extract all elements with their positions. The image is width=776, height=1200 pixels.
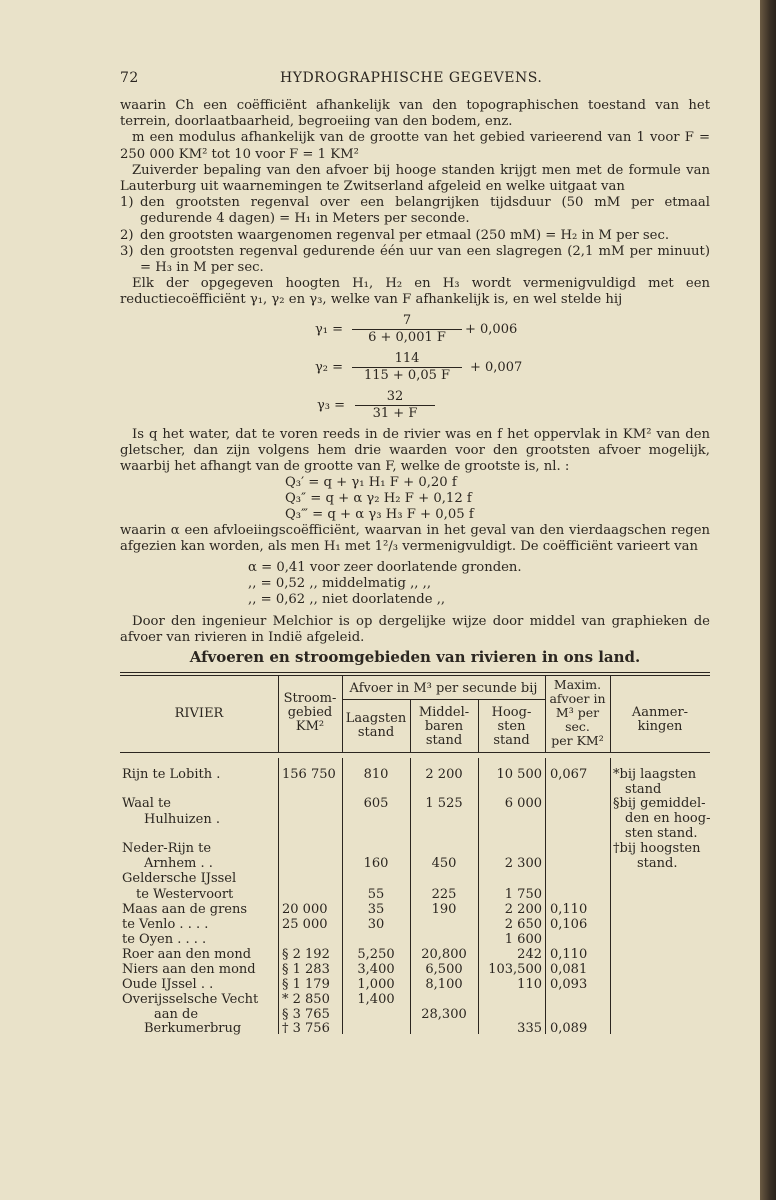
formula-gamma2: γ₂ = $\frac{114}{115 + 0,05 F}$ + 0,007 bbox=[315, 350, 523, 383]
table-cell: 225 bbox=[431, 887, 457, 902]
table-cell: § 1 179 bbox=[282, 977, 330, 992]
table-cell: 20 000 bbox=[282, 902, 328, 917]
table-cell: Niers aan den mond bbox=[122, 962, 256, 977]
table-note: stand bbox=[625, 782, 662, 797]
list-item: 3) den grootsten regenval gedurende één uur van een slagregen (2,1 mM per minuut) = H₃ in M per sec. bbox=[120, 243, 710, 276]
paragraph: Elk der opgegeven hoogten H₁, H₂ en H₃ wordt vermenigvuldigd met een reductiecoëfficiënt γ₁, γ₂ en γ₃, welke van F afhankelijk is, en wel stelde hij bbox=[120, 276, 710, 308]
alpha-value: ,, = 0,52 ,, middelmatig ,, ,, bbox=[248, 575, 432, 591]
header-middelbaren: Middel- baren stand bbox=[418, 705, 470, 748]
table-cell: 160 bbox=[363, 856, 389, 871]
table-note: stand. bbox=[637, 856, 678, 871]
table-cell: Arnhem . . bbox=[144, 856, 213, 871]
table-cell: 0,106 bbox=[550, 917, 588, 932]
table-cell: 156 750 bbox=[282, 767, 336, 782]
formula-gamma1: γ₁ = $\frac{7}{6 + 0,001 F}$ + 0,006 bbox=[315, 312, 518, 345]
header-afvoer: Afvoer in M³ per secunde bij bbox=[349, 681, 538, 696]
table-cell: 28,300 bbox=[421, 1007, 467, 1022]
table-cell: 0,081 bbox=[550, 962, 588, 977]
table-cell: 2 200 bbox=[425, 767, 463, 782]
table-cell: Berkumerbrug bbox=[144, 1021, 242, 1036]
table-cell: 1,000 bbox=[357, 977, 395, 992]
table-cell: aan de bbox=[154, 1007, 199, 1022]
header-laagsten: Laagsten stand bbox=[345, 711, 407, 740]
table-cell: 5,250 bbox=[357, 947, 395, 962]
paragraph: waarin Ch een coëfficiënt afhankelijk van den topographischen toestand van het terrein, doorlaatbaarheid, begroeiing van den bodem, enz. bbox=[120, 98, 710, 130]
table-divider bbox=[610, 758, 611, 1034]
formula-gamma3: γ₃ = $\frac{32}{31 + F}$ bbox=[120, 389, 710, 423]
list-item: 1) den grootsten regenval over een belangrijken tijdsduur (50 mM per etmaal gedurende 4 dagen) = H₁ in Meters per seconde. bbox=[120, 195, 710, 227]
table-cell: 10 500 bbox=[496, 767, 542, 782]
table-cell: 8,100 bbox=[425, 977, 463, 992]
table-cell: 20,800 bbox=[421, 947, 467, 962]
table-cell: 2 650 bbox=[504, 917, 542, 932]
table-cell: * 2 850 bbox=[282, 992, 330, 1007]
table-cell: 0,067 bbox=[550, 767, 588, 782]
table-cell: 1,400 bbox=[357, 992, 395, 1007]
table-cell: 103,500 bbox=[488, 962, 542, 977]
table-cell: Oude IJssel . . bbox=[122, 977, 214, 992]
table-cell: 55 bbox=[367, 887, 385, 902]
table-cell: 30 bbox=[367, 917, 385, 932]
table-cell: te Oyen . . . . bbox=[122, 932, 207, 947]
table-cell: 810 bbox=[363, 767, 389, 782]
table-divider bbox=[545, 758, 546, 1034]
table-cell: § 1 283 bbox=[282, 962, 330, 977]
table-cell: 0,093 bbox=[550, 977, 588, 992]
table-note: §bij gemiddel- bbox=[613, 796, 706, 811]
table-cell: Neder-Rijn te bbox=[122, 841, 212, 856]
table-cell: Maas aan de grens bbox=[122, 902, 248, 917]
table-cell: Hulhuizen . bbox=[144, 812, 220, 827]
table-cell: § 3 765 bbox=[282, 1007, 330, 1022]
table-divider bbox=[478, 758, 479, 1034]
alpha-value: ,, = 0,62 ,, niet doorlatende ,, bbox=[248, 591, 446, 607]
table-cell: te Venlo . . . . bbox=[122, 917, 209, 932]
table-rule bbox=[120, 672, 710, 673]
table-cell: te Westervoort bbox=[136, 887, 234, 902]
book-spine bbox=[760, 0, 776, 1200]
table-cell: 1 750 bbox=[504, 887, 542, 902]
table-title: Afvoeren en stroomgebieden van rivieren in ons land. bbox=[189, 648, 641, 666]
page-number: 72 bbox=[120, 70, 139, 86]
paragraph: Zuiverder bepaling van den afvoer bij hooge standen krijgt men met de formule van Lauterburg uit waarnemingen te Zwitserland afgeleid en welke uitgaat van bbox=[120, 162, 710, 195]
table-cell: 1 525 bbox=[425, 796, 463, 811]
header-rivier: RIVIER bbox=[174, 706, 224, 721]
table-cell: Geldersche IJssel bbox=[122, 871, 237, 886]
table-cell: 605 bbox=[363, 796, 389, 811]
table-note: †bij hoogsten bbox=[613, 841, 701, 856]
table-note: *bij laagsten bbox=[613, 767, 697, 782]
formula-q: Q₃″ = q + α γ₂ H₂ F + 0,12 f bbox=[285, 491, 472, 507]
table-cell: 0,110 bbox=[550, 902, 588, 917]
table-cell: † 3 756 bbox=[282, 1021, 330, 1036]
table-cell: 242 bbox=[517, 947, 542, 962]
table-cell: 450 bbox=[431, 856, 457, 871]
table-cell: 110 bbox=[517, 977, 542, 992]
table-cell: 2 200 bbox=[504, 902, 542, 917]
paragraph: m een modulus afhankelijk van de grootte van het gebied varieerend van 1 voor F = 250 000 KM² tot 10 voor F = 1 KM² bbox=[120, 130, 710, 162]
table-cell: Waal te bbox=[122, 796, 171, 811]
table-cell: 190 bbox=[431, 902, 457, 917]
table-divider bbox=[410, 758, 411, 1034]
table-cell: Roer aan den mond bbox=[122, 947, 252, 962]
table-cell: 335 bbox=[517, 1021, 542, 1036]
header-maxim: Maxim. afvoer in M³ per sec. per KM² bbox=[549, 677, 606, 748]
paragraph: Door den ingenieur Melchior is op dergelijke wijze door middel van graphieken de afvoer van rivieren in Indië afgeleid. bbox=[120, 613, 710, 645]
table-cell: 35 bbox=[367, 902, 385, 917]
table-cell: 25 000 bbox=[282, 917, 328, 932]
table-cell: 1 600 bbox=[504, 932, 542, 947]
table-cell: Rijn te Lobith . bbox=[122, 767, 221, 782]
table-cell: 6 000 bbox=[504, 796, 542, 811]
table-cell: 0,089 bbox=[550, 1021, 588, 1036]
table-rule bbox=[120, 752, 710, 753]
table-cell: § 2 192 bbox=[282, 947, 330, 962]
header-aanmerkingen: Aanmer- kingen bbox=[631, 705, 689, 734]
table-cell: 0,110 bbox=[550, 947, 588, 962]
table-note: den en hoog- bbox=[625, 811, 711, 826]
formula-q: Q₃′ = q + γ₁ H₁ F + 0,20 f bbox=[285, 475, 457, 491]
paragraph: Is q het water, dat te voren reeds in de rivier was en f het oppervlak in KM² van den gletscher, dan zijn volgens hem drie waarden voor den grootsten afvoer mogelijk, waarbij het afhangt van de grootte van F, welke de grootste is, nl. : bbox=[120, 426, 710, 475]
table-rule bbox=[120, 675, 710, 676]
table-note: sten stand. bbox=[625, 826, 698, 841]
header-stroomgebied: Stroom- gebied KM² bbox=[283, 691, 337, 734]
header-hoogsten: Hoog- sten stand bbox=[491, 705, 532, 748]
table-cell: 2 300 bbox=[504, 856, 542, 871]
paragraph: waarin α een afvloeiingscoëfficiënt, waarvan in het geval van den vierdaagschen regen afgezien kan worden, als men H₁ met 1²/₃ vermenigvuldigt. De coëfficiënt varieert van bbox=[120, 523, 710, 555]
formula-q: Q₃‴ = q + α γ₃ H₃ F + 0,05 f bbox=[285, 507, 474, 523]
alpha-value: α = 0,41 voor zeer doorlatende gronden. bbox=[248, 559, 522, 575]
table-cell: 3,400 bbox=[357, 962, 395, 977]
table-cell: 6,500 bbox=[425, 962, 463, 977]
table-rule bbox=[342, 699, 545, 700]
running-title: HYDROGRAPHISCHE GEGEVENS. bbox=[280, 70, 543, 86]
body-text bbox=[120, 98, 710, 646]
table-cell: Overijsselsche Vecht bbox=[122, 992, 259, 1007]
list-item: 2) den grootsten waargenomen regenval per etmaal (250 mM) = H₂ in M per sec. bbox=[120, 227, 670, 243]
table-divider bbox=[342, 758, 343, 1034]
